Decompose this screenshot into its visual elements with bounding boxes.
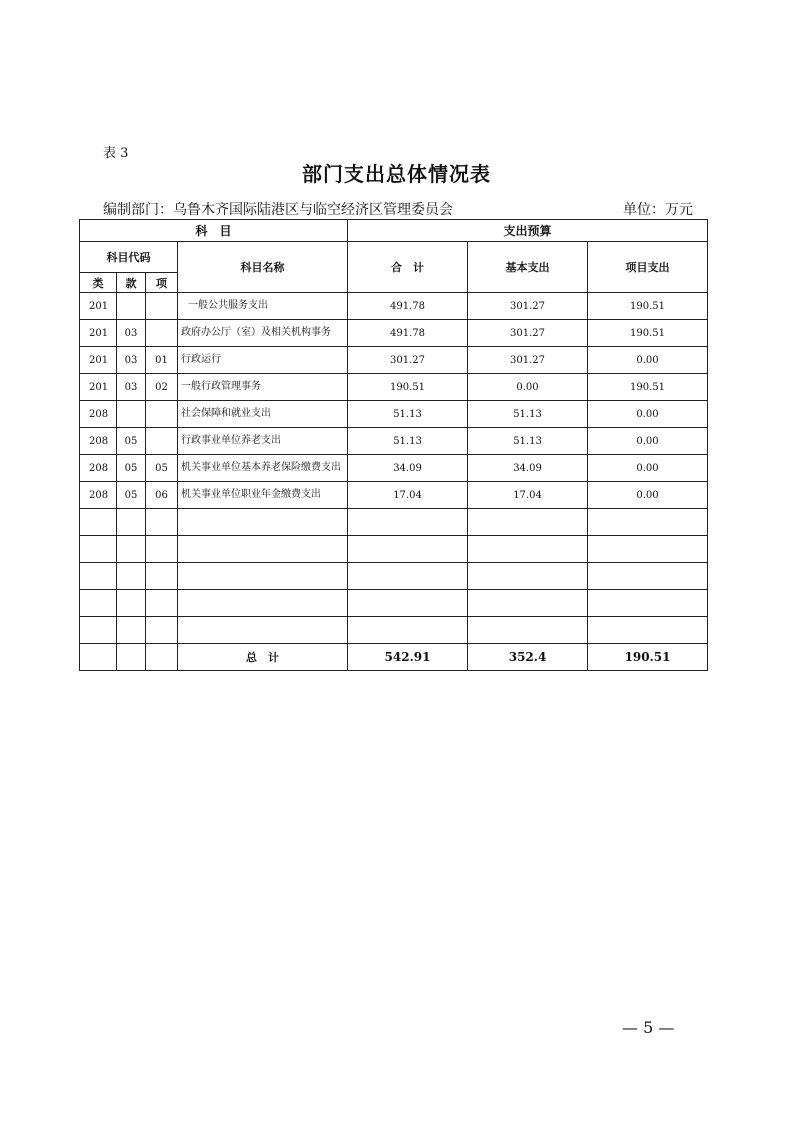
- project-value: 0.00: [588, 347, 708, 374]
- empty-cell: [117, 644, 146, 671]
- table-row: [80, 347, 708, 374]
- section-code: 05: [117, 482, 146, 509]
- item-code: 06: [146, 482, 178, 509]
- total-value: 17.04: [348, 482, 468, 509]
- item-code: 01: [146, 347, 178, 374]
- budget-group-header: 支出预算: [348, 220, 708, 242]
- empty-cell: [468, 617, 588, 644]
- empty-cell: [468, 563, 588, 590]
- item-code: 02: [146, 374, 178, 401]
- table-number: 表 3: [103, 146, 129, 161]
- item-code: [146, 293, 178, 320]
- empty-cell: [146, 617, 178, 644]
- class-code: 201: [80, 374, 117, 401]
- empty-cell: [588, 617, 708, 644]
- empty-cell: [178, 536, 348, 563]
- empty-cell: [178, 590, 348, 617]
- class-code: 208: [80, 428, 117, 455]
- total-value: 51.13: [348, 428, 468, 455]
- empty-cell: [178, 563, 348, 590]
- basic-value: 17.04: [468, 482, 588, 509]
- empty-cell: [117, 509, 146, 536]
- item-header: 项: [146, 273, 178, 293]
- table-row: [80, 293, 708, 320]
- subject-name: 一般公共服务支出: [178, 293, 348, 320]
- section-code: [117, 293, 146, 320]
- section-code: [117, 401, 146, 428]
- empty-cell: [80, 644, 117, 671]
- project-value: 0.00: [588, 401, 708, 428]
- subject-group-header: 科 目: [80, 220, 348, 242]
- empty-cell: [80, 563, 117, 590]
- project-value: 190.51: [588, 374, 708, 401]
- basic-header: 基本支出: [468, 242, 588, 293]
- empty-cell: [117, 563, 146, 590]
- empty-cell: [117, 617, 146, 644]
- project-value: 190.51: [588, 293, 708, 320]
- department-label: 编制部门：乌鲁木齐国际陆港区与临空经济区管理委员会: [103, 202, 453, 218]
- section-code: 03: [117, 347, 146, 374]
- unit-label: 单位：万元: [623, 202, 693, 218]
- grand-total-value: 542.91: [348, 644, 468, 671]
- table-row: [80, 428, 708, 455]
- table-row: [80, 320, 708, 347]
- empty-cell: [146, 536, 178, 563]
- empty-cell: [468, 590, 588, 617]
- total-header: 合 计: [348, 242, 468, 293]
- item-code: 05: [146, 455, 178, 482]
- empty-cell: [80, 509, 117, 536]
- item-code: [146, 401, 178, 428]
- empty-row: [80, 590, 708, 617]
- section-code: 05: [117, 455, 146, 482]
- subject-name: 机关事业单位职业年金缴费支出: [178, 482, 348, 509]
- total-value: 51.13: [348, 401, 468, 428]
- class-code: 201: [80, 293, 117, 320]
- project-value: 0.00: [588, 428, 708, 455]
- total-value: 190.51: [348, 374, 468, 401]
- project-value: 190.51: [588, 320, 708, 347]
- basic-value: 34.09: [468, 455, 588, 482]
- page-number: — 5 —: [622, 1018, 675, 1037]
- subject-name: 机关事业单位基本养老保险缴费支出: [178, 455, 348, 482]
- empty-cell: [146, 644, 178, 671]
- project-value: 0.00: [588, 482, 708, 509]
- section-code: 03: [117, 320, 146, 347]
- class-code: 201: [80, 320, 117, 347]
- basic-value: 301.27: [468, 293, 588, 320]
- basic-value: 301.27: [468, 320, 588, 347]
- section-header: 款: [117, 273, 146, 293]
- item-code: [146, 428, 178, 455]
- empty-row: [80, 617, 708, 644]
- meta-row: [103, 199, 693, 219]
- section-code: 03: [117, 374, 146, 401]
- total-value: 491.78: [348, 293, 468, 320]
- empty-cell: [348, 617, 468, 644]
- total-value: 301.27: [348, 347, 468, 374]
- subject-name: 行政运行: [178, 347, 348, 374]
- basic-value: 301.27: [468, 347, 588, 374]
- class-code: 201: [80, 347, 117, 374]
- table-row: [80, 401, 708, 428]
- empty-cell: [178, 617, 348, 644]
- grand-total-label: 总 计: [178, 644, 348, 671]
- empty-cell: [588, 536, 708, 563]
- total-row: [80, 644, 708, 671]
- empty-cell: [468, 536, 588, 563]
- table-row: [80, 482, 708, 509]
- empty-cell: [588, 509, 708, 536]
- subject-code-header: 科目代码: [80, 242, 178, 273]
- empty-cell: [348, 536, 468, 563]
- subject-name: 行政事业单位养老支出: [178, 428, 348, 455]
- subject-name: 社会保障和就业支出: [178, 401, 348, 428]
- basic-value: 51.13: [468, 428, 588, 455]
- total-value: 34.09: [348, 455, 468, 482]
- empty-cell: [117, 590, 146, 617]
- basic-value: 51.13: [468, 401, 588, 428]
- empty-cell: [348, 590, 468, 617]
- basic-value: 0.00: [468, 374, 588, 401]
- empty-row: [80, 563, 708, 590]
- empty-row: [80, 509, 708, 536]
- empty-row: [80, 536, 708, 563]
- table-row: [80, 455, 708, 482]
- project-value: 0.00: [588, 455, 708, 482]
- table-row: [80, 374, 708, 401]
- class-header: 类: [80, 273, 117, 293]
- item-code: [146, 320, 178, 347]
- subject-name: 政府办公厅（室）及相关机构事务: [178, 320, 348, 347]
- subject-name-header: 科目名称: [178, 242, 348, 293]
- empty-cell: [348, 563, 468, 590]
- empty-cell: [468, 509, 588, 536]
- empty-cell: [588, 563, 708, 590]
- empty-cell: [80, 590, 117, 617]
- empty-cell: [146, 563, 178, 590]
- grand-basic-value: 352.4: [468, 644, 588, 671]
- header-row-2: [80, 242, 708, 273]
- total-value: 491.78: [348, 320, 468, 347]
- header-row-1: [80, 220, 708, 242]
- class-code: 208: [80, 482, 117, 509]
- page-title: 部门支出总体情况表: [302, 162, 491, 186]
- empty-cell: [348, 509, 468, 536]
- empty-cell: [178, 509, 348, 536]
- empty-cell: [588, 590, 708, 617]
- grand-project-value: 190.51: [588, 644, 708, 671]
- empty-cell: [80, 536, 117, 563]
- empty-cell: [80, 617, 117, 644]
- class-code: 208: [80, 401, 117, 428]
- class-code: 208: [80, 455, 117, 482]
- section-code: 05: [117, 428, 146, 455]
- expenditure-table: [79, 219, 708, 671]
- empty-cell: [146, 590, 178, 617]
- project-header: 项目支出: [588, 242, 708, 293]
- empty-cell: [146, 509, 178, 536]
- empty-cell: [117, 536, 146, 563]
- subject-name: 一般行政管理事务: [178, 374, 348, 401]
